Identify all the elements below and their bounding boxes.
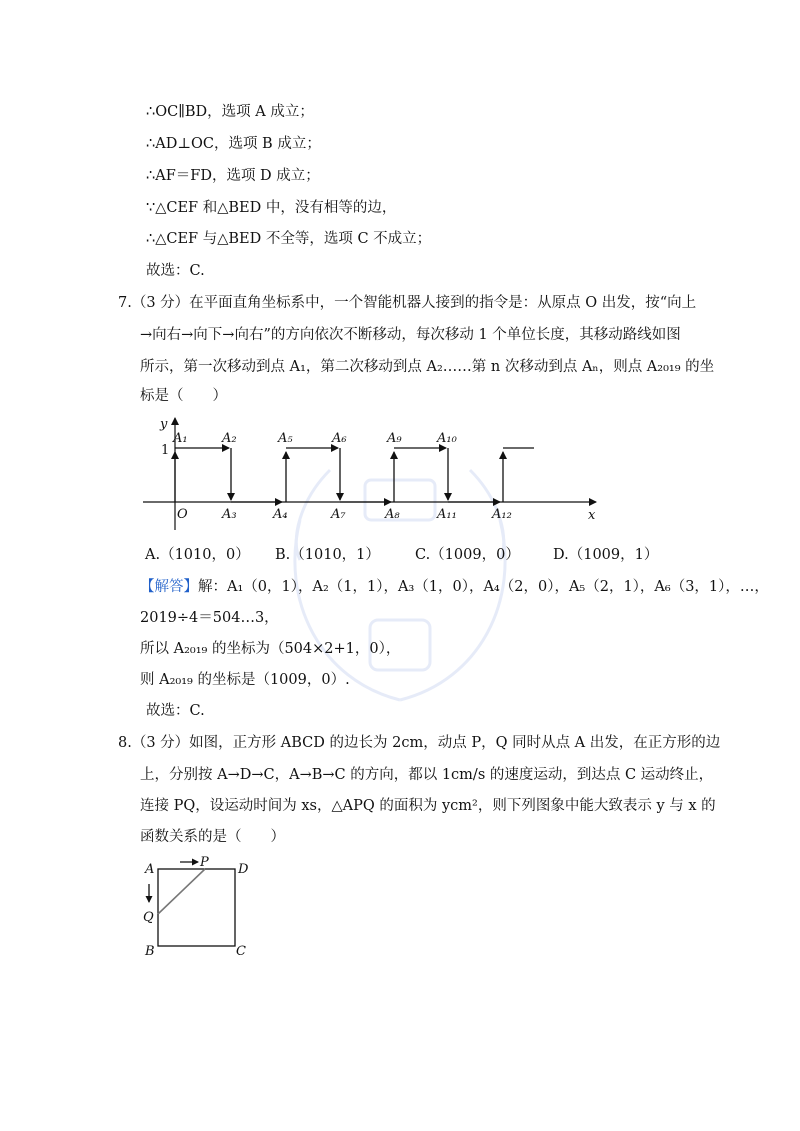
point-p-label: P <box>200 855 209 870</box>
point-label: A₂ <box>222 431 237 446</box>
choice-d: D.（1009，1） <box>553 547 659 563</box>
answer-tag: 【解答】 <box>140 579 198 595</box>
answer-line: 2019÷4＝504…3， <box>140 610 279 626</box>
vertex-b-label: B <box>145 944 155 959</box>
answer-line: 故选：C. <box>146 263 205 279</box>
question-8-text: 8.（3 分）如图，正方形 ABCD 的边长为 2cm，动点 P，Q 同时从点 A 出发，在正方形的边 <box>118 735 721 751</box>
question-7-text: 标是（ ） <box>140 388 227 404</box>
question-8-text: 函数关系的是（ ） <box>140 829 285 845</box>
point-label: A₄ <box>273 507 288 522</box>
point-label: A₅ <box>278 431 293 446</box>
solution-line: ∴AF＝FD，选项 D 成立； <box>146 168 320 184</box>
point-label: A₉ <box>387 431 402 446</box>
vertex-d-label: D <box>238 862 249 877</box>
solution-line: ∴AD⊥OC，选项 B 成立； <box>146 136 321 152</box>
vertex-a-label: A <box>145 862 155 877</box>
question-7-text: 7.（3 分）在平面直角坐标系中，一个智能机器人接到的指令是：从原点 O 出发，按“向上 <box>118 295 697 311</box>
solution-line: ∴OC∥BD，选项 A 成立； <box>146 104 314 120</box>
question-8-text: 上，分别按 A→D→C，A→B→C 的方向，都以 1cm/s 的速度运动，到达点 C 运动终止， <box>140 767 714 783</box>
point-label: A₃ <box>222 507 237 522</box>
question-7-text: →向右→向下→向右”的方向依次不断移动，每次移动 1 个单位长度，其移动路线如图 <box>140 327 681 343</box>
answer-line: 故选：C. <box>146 703 205 719</box>
choice-c: C.（1009，0） <box>415 547 520 563</box>
segment-pq <box>158 869 205 914</box>
point-label: A₁₀ <box>437 431 457 446</box>
answer-line: 则 A₂₀₁₉ 的坐标是（1009，0）. <box>140 672 350 688</box>
point-label: A₇ <box>331 507 346 522</box>
point-label: A₈ <box>385 507 400 522</box>
square-abcd <box>158 869 235 946</box>
choice-b: B.（1010，1） <box>275 547 380 563</box>
vertex-c-label: C <box>236 944 246 959</box>
solution-line: ∵△CEF 和△BED 中，没有相等的边， <box>146 200 397 216</box>
point-label: A₁ <box>173 431 188 446</box>
x-axis-label: x <box>588 508 596 523</box>
answer-text: 解：A₁（0，1），A₂（1，1），A₃（1，0），A₄（2，0），A₅（2，1），A₆（3，1），…， <box>198 579 769 595</box>
solution-line: ∴△CEF 与△BED 不全等，选项 C 不成立； <box>146 231 432 247</box>
point-label: A₁₂ <box>492 507 512 522</box>
question-7-text: 所示，第一次移动到点 A₁，第二次移动到点 A₂……第 n 次移动到点 Aₙ，则点 A₂₀₁₉ 的坐 <box>140 359 715 375</box>
question-8-text: 连接 PQ，设运动时间为 xs，△APQ 的面积为 ycm²，则下列图象中能大致表示 y 与 x 的 <box>140 798 716 814</box>
y-axis-label: y <box>160 417 168 432</box>
answer-line: 所以 A₂₀₁₉ 的坐标为（504×2+1，0）， <box>140 641 401 657</box>
point-label: A₆ <box>332 431 347 446</box>
point-label: A₁₁ <box>437 507 457 522</box>
choice-a: A.（1010，0） <box>145 547 250 563</box>
origin-label: O <box>177 507 188 522</box>
point-q-label: Q <box>143 910 154 925</box>
tick-label: 1 <box>161 443 170 458</box>
